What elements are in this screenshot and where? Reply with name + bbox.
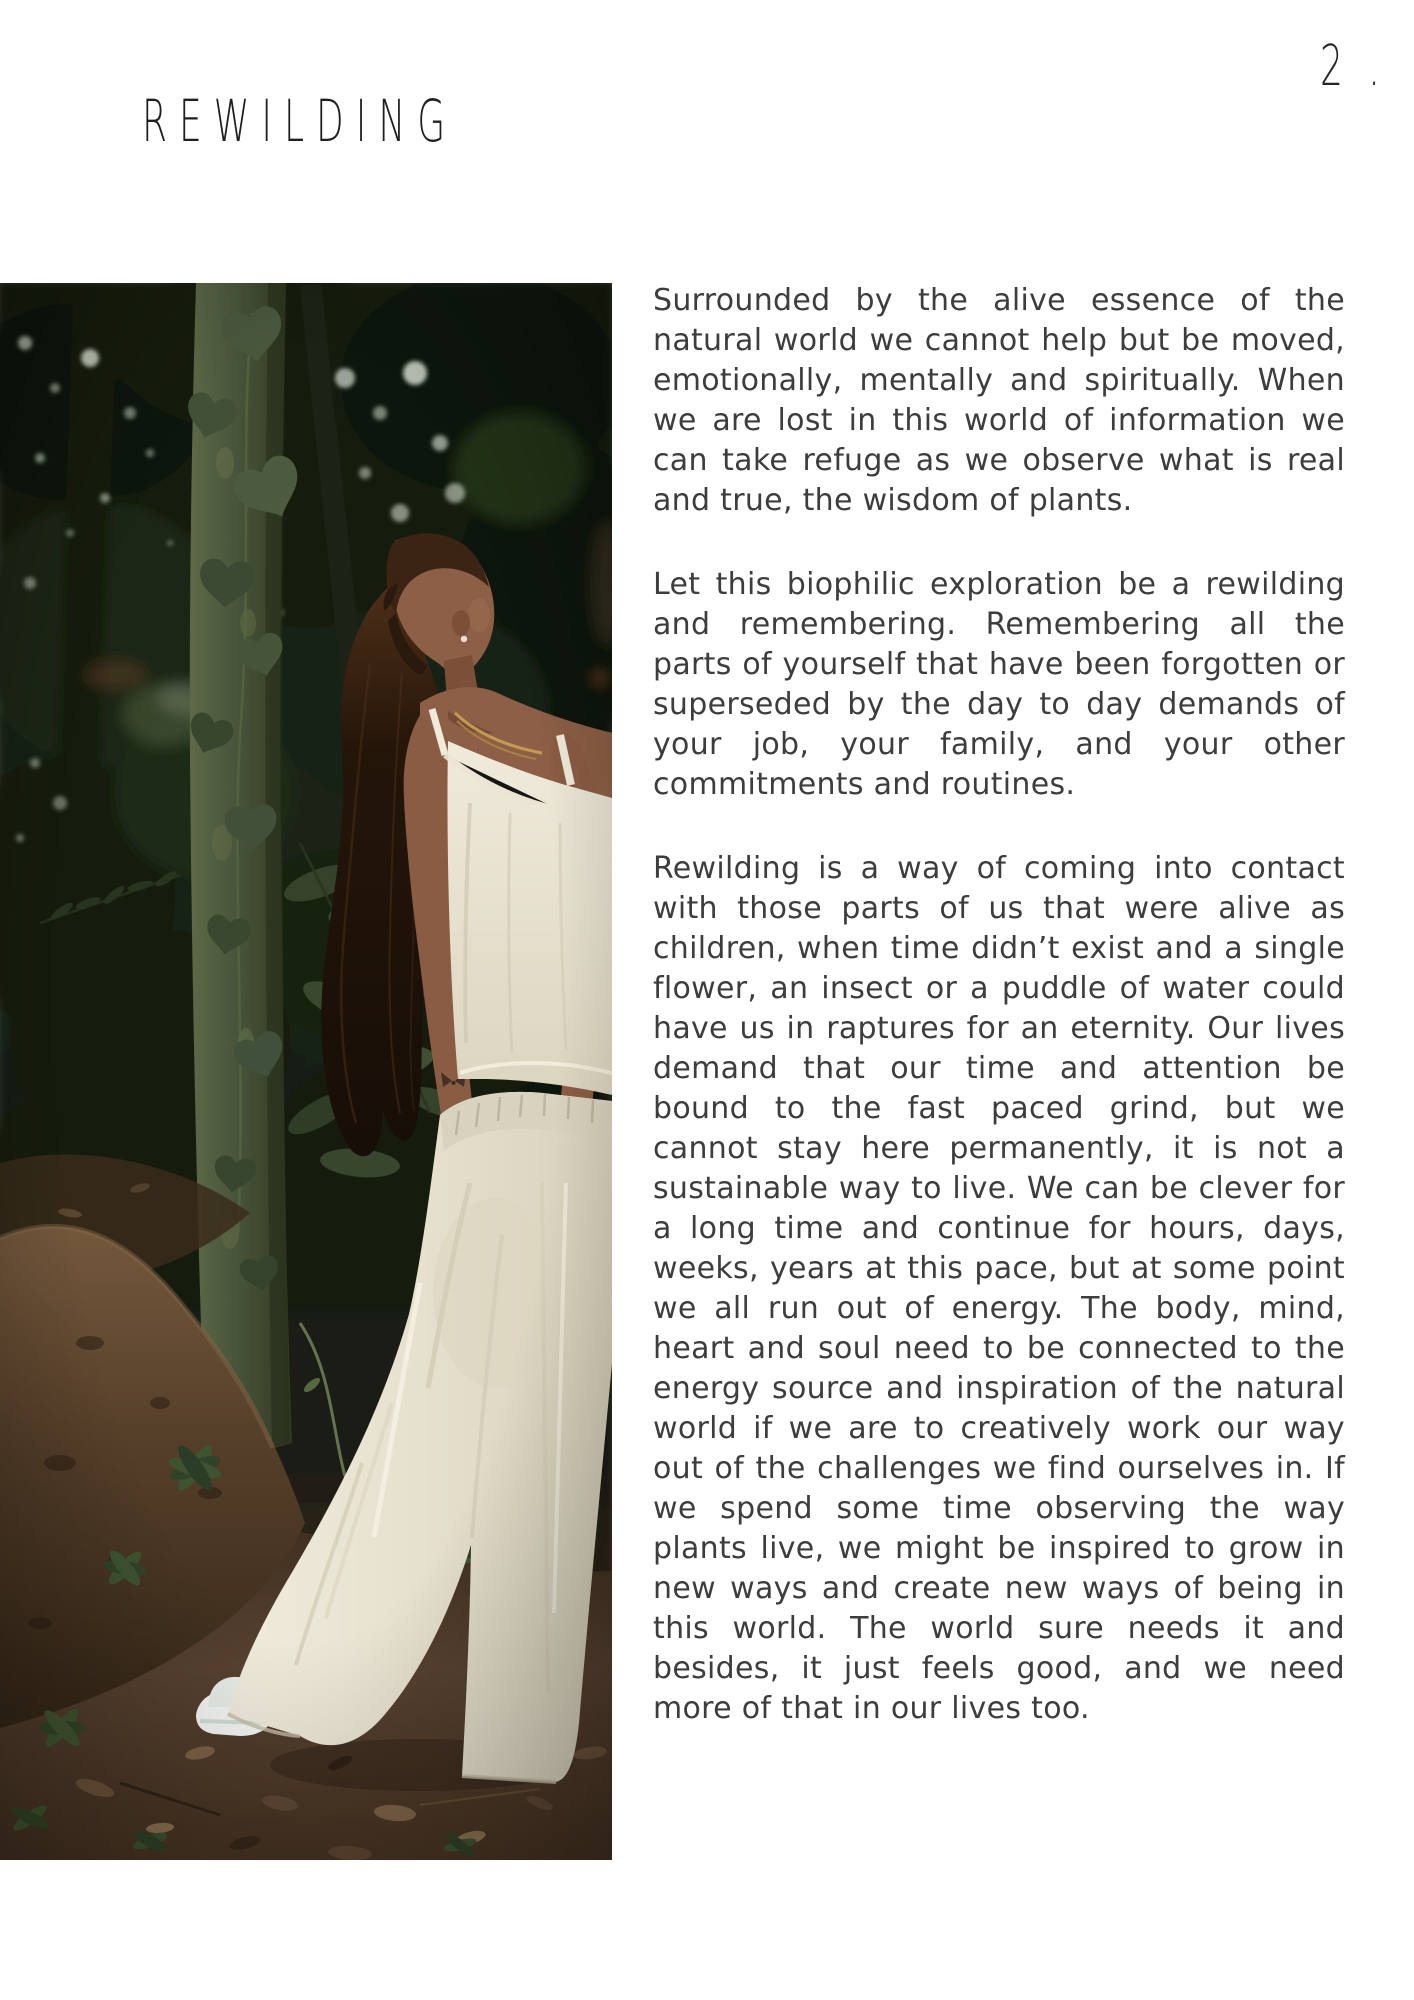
page-title: REWILDING	[142, 89, 458, 156]
paragraph-1: Surrounded by the alive essence of the natural world we cannot help but be moved, emotionally, mentally and spiritually. When we are lost in this world of information we can take refuge as we observe what is real and true, the wisdom of plants.	[653, 283, 1345, 518]
paragraph-2: Let this biophilic exploration be a rewilding and remembering. Remembering all the parts of yourself that have been forgotten or superseded by the day to day demands of your job, your family, and your other commitments and routines.	[653, 567, 1345, 802]
page-number: 2 .	[1320, 35, 1387, 99]
article-text	[653, 281, 1345, 1729]
forest-photo-illustration	[0, 283, 612, 1860]
paragraph-3: Rewilding is a way of coming into contact with those parts of us that were alive as children, when time didn’t exist and a single flower, an insect or a puddle of water could have us in raptures for an eternity. Our lives demand that our time and attention be bound to the fast paced grind, but we cannot stay here permanently, it is not a sustainable way to live. We can be clever for a long time and continue for hours, days, weeks, years at this pace, but at some point we all run out of energy. The body, mind, heart and soul need to be connected to the energy source and inspiration of the natural world if we are to creatively work our way out of the challenges we find ourselves in. If we spend some time observing the way plants live, we might be inspired to grow in new ways and create new ways of being in this world. The world sure needs it and besides, it just feels good, and we need more of that in our lives too.	[653, 851, 1345, 1726]
forest-photo	[0, 283, 612, 1860]
photo-vignette	[0, 283, 612, 1860]
